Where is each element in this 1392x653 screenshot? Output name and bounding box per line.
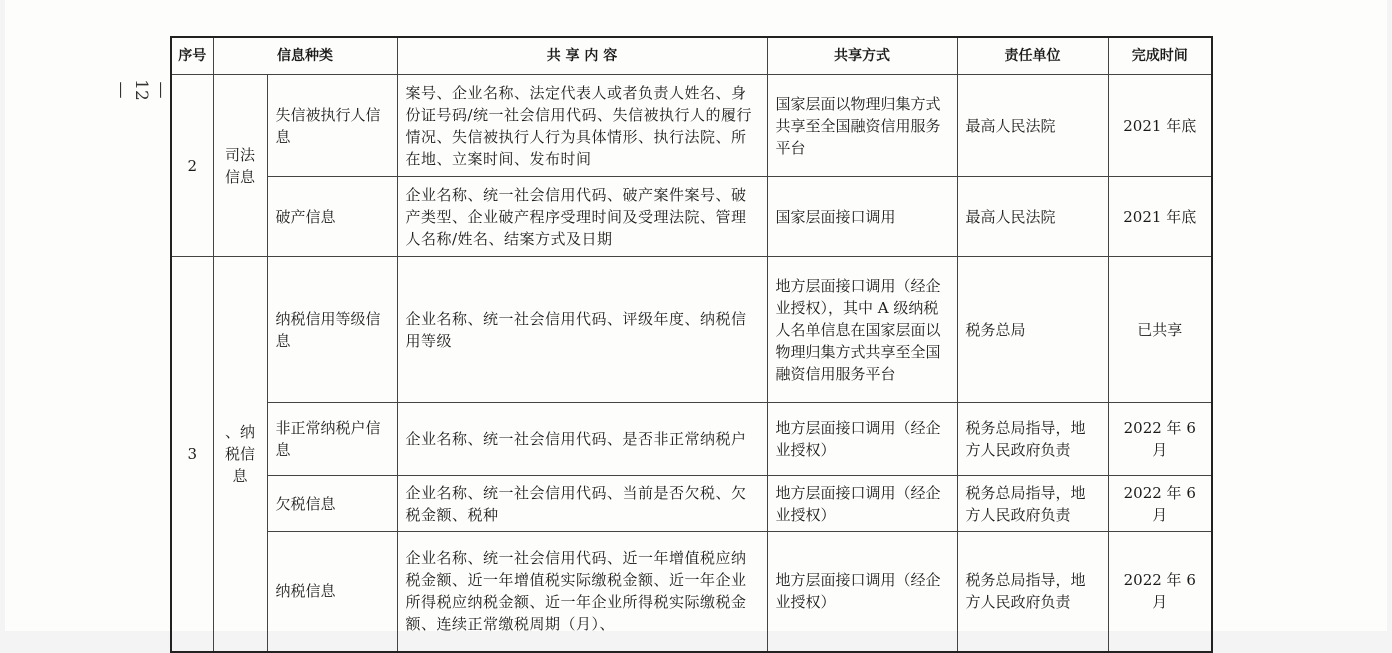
header-info-type: 信息种类 <box>213 37 397 75</box>
document-page <box>5 0 1387 634</box>
content-cell: 企业名称、统一社会信用代码、评级年度、纳税信用等级 <box>397 257 767 403</box>
type-cell: 失信被执行人信息 <box>267 75 397 177</box>
content-cell: 企业名称、统一社会信用代码、近一年增值税应纳税金额、近一年增值税实际缴税金额、近一年企业所得税应纳税金额、近一年企业所得税实际缴税金额、连续正常缴税周期（月）、 <box>397 532 767 652</box>
method-cell: 地方层面接口调用（经企业授权） <box>767 476 957 532</box>
table-row <box>171 476 1212 532</box>
category-cell: 司法信息 <box>213 75 267 257</box>
method-cell: 国家层面以物理归集方式共享至全国融资信用服务平台 <box>767 75 957 177</box>
content-cell: 企业名称、统一社会信用代码、当前是否欠税、欠税金额、税种 <box>397 476 767 532</box>
header-method: 共享方式 <box>767 37 957 75</box>
unit-cell: 税务总局 <box>957 257 1108 403</box>
seq-cell: 3 <box>171 257 213 652</box>
time-cell: 2022 年 6 月 <box>1108 532 1212 652</box>
table-row <box>171 532 1212 652</box>
table-row <box>171 75 1212 177</box>
time-cell: 2021 年底 <box>1108 75 1212 177</box>
category-cell: 、纳税信息 <box>213 257 267 652</box>
type-cell: 破产信息 <box>267 177 397 257</box>
content-cell: 企业名称、统一社会信用代码、是否非正常纳税户 <box>397 403 767 476</box>
content-cell: 企业名称、统一社会信用代码、破产案件案号、破产类型、企业破产程序受理时间及受理法院、管理人名称/姓名、结案方式及日期 <box>397 177 767 257</box>
content-cell: 案号、企业名称、法定代表人或者负责人姓名、身份证号码/统一社会信用代码、失信被执行人的履行情况、失信被执行人行为具体情形、执行法院、所在地、立案时间、发布时间 <box>397 75 767 177</box>
time-cell: 已共享 <box>1108 257 1212 403</box>
type-cell: 非正常纳税户信息 <box>267 403 397 476</box>
seq-cell: 2 <box>171 75 213 257</box>
header-seq: 序号 <box>171 37 213 75</box>
method-cell: 地方层面接口调用（经企业授权），其中 A 级纳税人名单信息在国家层面以物理归集方式共享至全国融资信用服务平台 <box>767 257 957 403</box>
type-cell: 纳税信息 <box>267 532 397 652</box>
time-cell: 2021 年底 <box>1108 177 1212 257</box>
page-number: — 12 — <box>111 79 171 101</box>
header-content: 共 享 内 容 <box>397 37 767 75</box>
unit-cell: 最高人民法院 <box>957 75 1108 177</box>
table-row <box>171 403 1212 476</box>
type-cell: 纳税信用等级信息 <box>267 257 397 403</box>
header-unit: 责任单位 <box>957 37 1108 75</box>
info-sharing-table <box>170 36 1213 653</box>
unit-cell: 税务总局指导，地方人民政府负责 <box>957 403 1108 476</box>
method-cell: 国家层面接口调用 <box>767 177 957 257</box>
table-header-row <box>171 37 1212 75</box>
table-row <box>171 177 1212 257</box>
type-cell: 欠税信息 <box>267 476 397 532</box>
unit-cell: 税务总局指导，地方人民政府负责 <box>957 532 1108 652</box>
table-row <box>171 257 1212 403</box>
time-cell: 2022 年 6 月 <box>1108 476 1212 532</box>
time-cell: 2022 年 6 月 <box>1108 403 1212 476</box>
header-time: 完成时间 <box>1108 37 1212 75</box>
method-cell: 地方层面接口调用（经企业授权） <box>767 532 957 652</box>
unit-cell: 税务总局指导，地方人民政府负责 <box>957 476 1108 532</box>
unit-cell: 最高人民法院 <box>957 177 1108 257</box>
method-cell: 地方层面接口调用（经企业授权） <box>767 403 957 476</box>
